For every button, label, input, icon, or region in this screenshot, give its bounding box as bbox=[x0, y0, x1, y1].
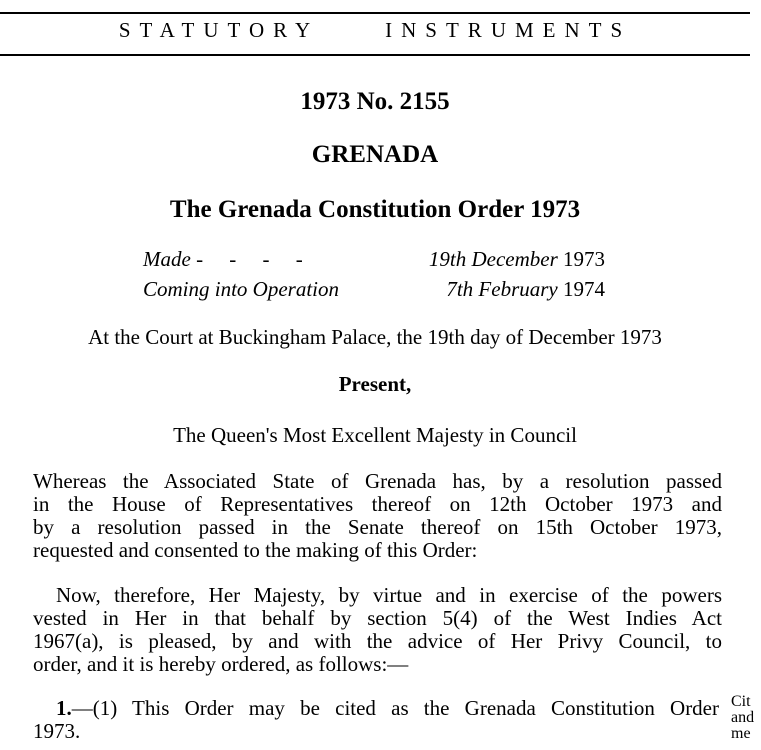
operation-date bbox=[405, 277, 605, 302]
series-header bbox=[0, 18, 750, 52]
made-label: Made - - - - bbox=[143, 246, 303, 271]
header-rule bbox=[0, 54, 750, 56]
operation-label: Coming into Operation bbox=[143, 276, 340, 301]
now-therefore-paragraph bbox=[33, 584, 722, 676]
made-row bbox=[143, 244, 605, 274]
made-date bbox=[405, 247, 605, 272]
margin-note bbox=[731, 694, 761, 742]
operation-date-year: 1974 bbox=[563, 276, 605, 301]
date-block bbox=[143, 244, 605, 304]
court-line: At the Court at Buckingham Palace, the 19th day of December 1973 bbox=[88, 325, 662, 349]
made-date-day: 19th December bbox=[428, 246, 558, 271]
section-1-text: —(1) This Order may be cited as the Grenada Constitution Order bbox=[71, 696, 719, 720]
whereas-line: requested and consented to the making of this Order: bbox=[33, 538, 478, 562]
margin-note-line: Cit bbox=[731, 693, 751, 710]
now-therefore-line: order, and it is hereby ordered, as follows:— bbox=[33, 652, 409, 676]
whereas-line: in the House of Representatives thereof on 12th October 1973 and bbox=[33, 492, 722, 516]
section-1-line: 1973. bbox=[33, 719, 81, 743]
whereas-paragraph bbox=[33, 470, 722, 562]
now-therefore-line: Now, therefore, Her Majesty, by virtue and in exercise of the powers bbox=[56, 583, 722, 607]
now-therefore-line: 1967(a), is pleased, by and with the advice of Her Privy Council, to bbox=[33, 629, 722, 653]
section-1-number: 1. bbox=[56, 696, 72, 720]
margin-note-line: me bbox=[731, 725, 751, 742]
whereas-line: Whereas the Associated State of Grenada has, by a resolution passed bbox=[33, 469, 722, 493]
section-1 bbox=[33, 697, 719, 743]
operation-date-day: 7th February bbox=[446, 276, 558, 301]
header-right: INSTRUMENTS bbox=[385, 18, 632, 42]
margin-note-line: and bbox=[731, 709, 755, 726]
top-rule bbox=[0, 12, 750, 14]
present-line: Present, bbox=[338, 372, 412, 396]
majesty-line: The Queen's Most Excellent Majesty in Council bbox=[173, 423, 577, 447]
header-left: STATUTORY bbox=[118, 18, 320, 42]
section-1-line bbox=[33, 697, 719, 720]
territory-heading: GRENADA bbox=[311, 141, 439, 168]
made-date-year: 1973 bbox=[563, 246, 605, 271]
now-therefore-line: vested in Her in that behalf by section 5(4) of the West Indies Act bbox=[33, 606, 722, 630]
operation-row bbox=[143, 274, 605, 304]
instrument-number: 1973 No. 2155 bbox=[300, 88, 450, 115]
order-title: The Grenada Constitution Order 1973 bbox=[169, 196, 581, 223]
whereas-line: by a resolution passed in the Senate thereof on 15th October 1973, bbox=[33, 515, 722, 539]
